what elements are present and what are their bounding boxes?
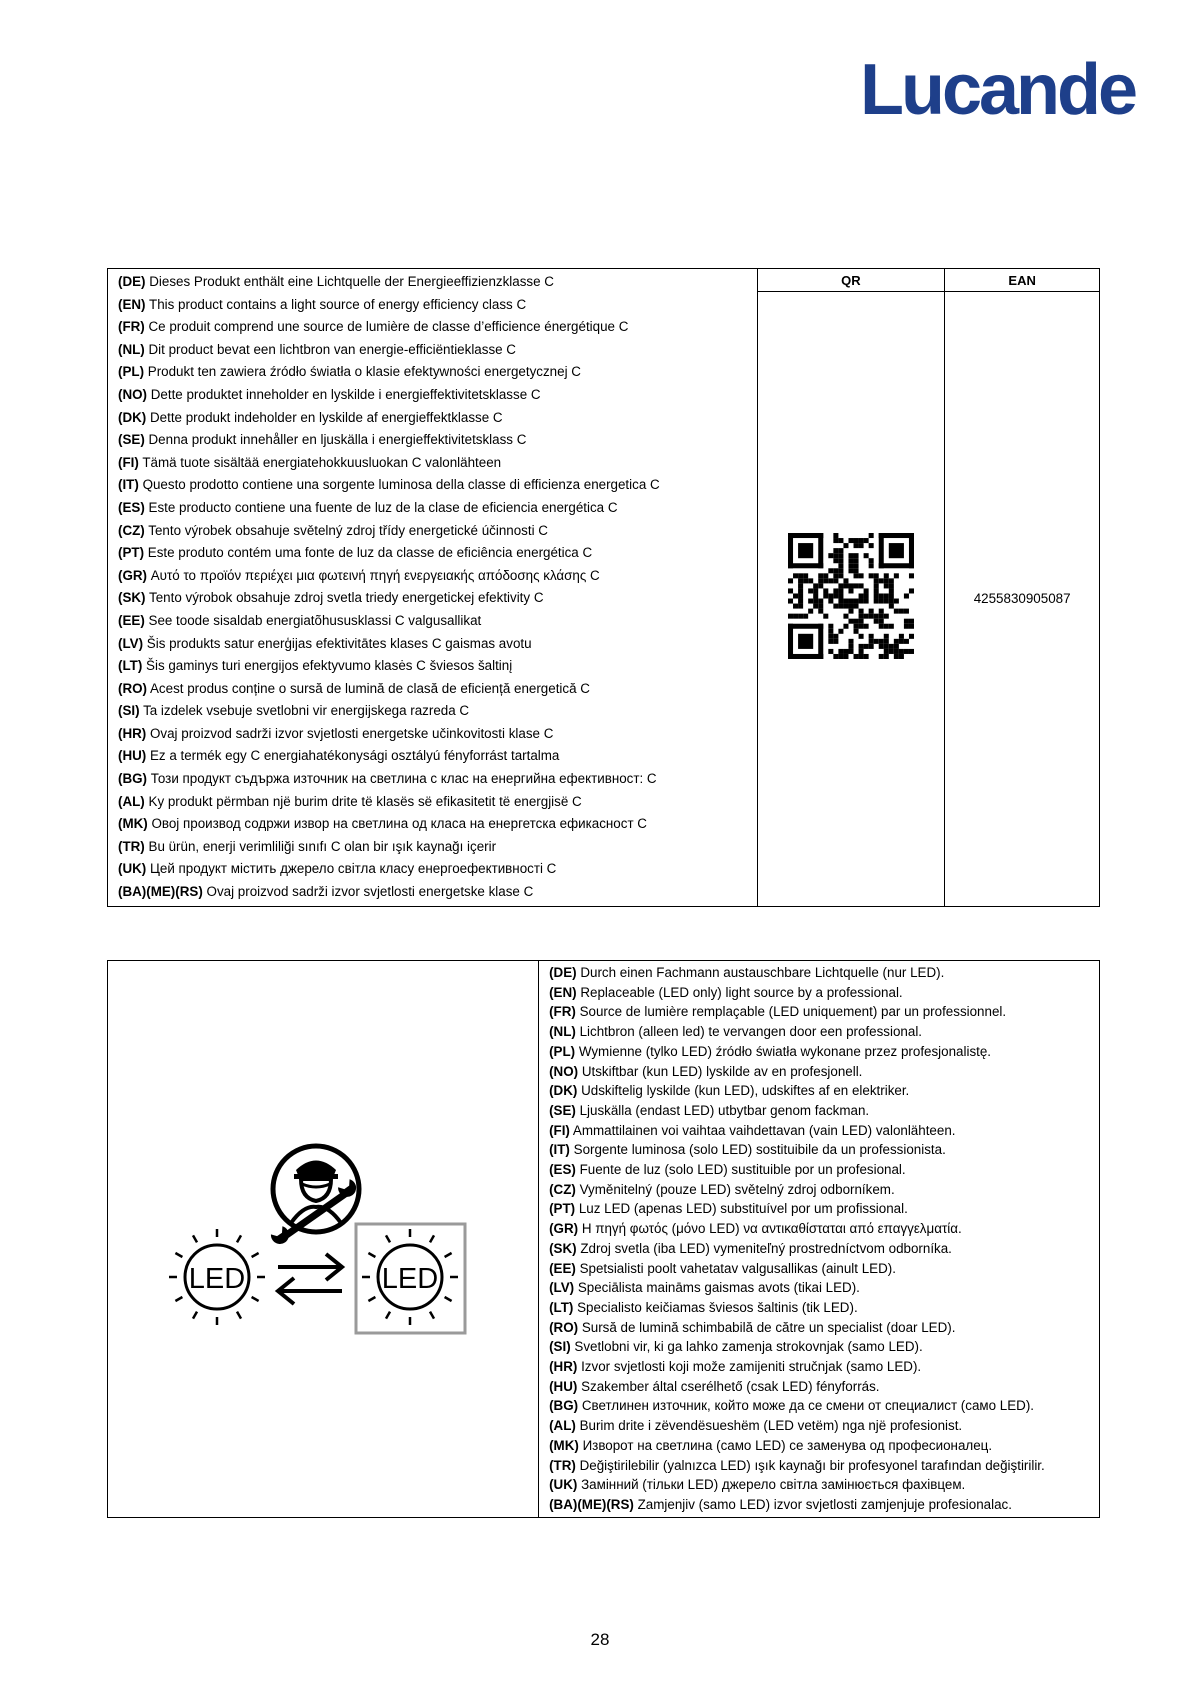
statement-line xyxy=(549,1416,1089,1436)
statement-line xyxy=(118,407,747,430)
statement-line xyxy=(549,1022,1089,1042)
statement-text: Questo prodotto contiene una sorgente luminosa della classe di efficienza energetica C xyxy=(142,477,660,493)
statement-text: Wymienne (tylko LED) źródło światła wykonane przez profesjonalistę. xyxy=(578,1043,992,1059)
language-code: (CZ) xyxy=(549,1181,576,1197)
language-code: (EE) xyxy=(118,612,145,628)
language-code: (LT) xyxy=(118,658,143,674)
statement-line xyxy=(118,610,747,633)
statement-text: Ovaj proizvod sadrži izvor svjetlosti energetske učinkovitosti klase C xyxy=(150,725,554,741)
language-code: (BA)(ME)(RS) xyxy=(118,884,203,900)
statement-text: Dit product bevat een lichtbron van energie-efficiëntieklasse C xyxy=(148,341,516,357)
language-code: (ES) xyxy=(118,499,145,515)
language-code: (LT) xyxy=(549,1299,574,1315)
language-code: (GR) xyxy=(118,567,148,583)
statement-line xyxy=(549,1436,1089,1456)
led-bulb-replacement-icon xyxy=(356,1224,465,1333)
qr-cell xyxy=(757,292,945,907)
statement-line xyxy=(549,1495,1089,1515)
statement-line xyxy=(118,294,747,317)
statement-text: Speciālista maināms gaismas avots (tikai LED). xyxy=(577,1280,860,1296)
statement-line xyxy=(118,520,747,543)
language-code: (SI) xyxy=(118,703,140,719)
language-code: (RO) xyxy=(118,680,148,696)
language-code: (IT) xyxy=(118,477,139,493)
language-code: (NL) xyxy=(549,1024,576,1040)
statement-text: Η πηγή φωτός (μόνο LED) να αντικαθίσταται από επαγγελματία. xyxy=(581,1221,962,1237)
statement-text: Šis produkts satur enerģijas efektivitātes klases C gaismas avotu xyxy=(146,635,532,651)
language-code: (HR) xyxy=(118,725,147,741)
language-code: (NO) xyxy=(118,386,148,402)
statement-text: Овој производ содржи извор на светлина од класа на енергетска ефикасност C xyxy=(151,816,647,832)
statement-line xyxy=(549,1357,1089,1377)
language-code: (MK) xyxy=(118,816,148,832)
statement-text: Ta izdelek vsebuje svetlobni vir energijskega razreda C xyxy=(143,703,470,719)
statement-text: Ljuskälla (endast LED) utbytbar genom fackman. xyxy=(579,1102,870,1118)
statement-text: Szakember által cserélhető (csak LED) fényforrás. xyxy=(581,1378,880,1394)
statement-text: Замінний (тільки LED) джерело світла замінюється фахівцем. xyxy=(581,1477,966,1493)
language-code: (SK) xyxy=(118,590,146,606)
statement-line xyxy=(549,1456,1089,1476)
statement-text: Светлинен източник, който може да се смени от специалист (само LED). xyxy=(581,1398,1035,1414)
statement-line xyxy=(118,429,747,452)
statement-line xyxy=(549,1002,1089,1022)
language-code: (NL) xyxy=(118,341,145,357)
statement-line xyxy=(549,1278,1089,1298)
language-code: (IT) xyxy=(549,1142,570,1158)
page-number: 28 xyxy=(590,1630,610,1649)
language-code: (BG) xyxy=(549,1398,579,1414)
statement-line xyxy=(118,587,747,610)
language-code: (NO) xyxy=(549,1063,579,1079)
statement-text: See toode sisaldab energiatõhususklassi C valgusallikat xyxy=(148,612,482,628)
language-code: (PT) xyxy=(549,1201,576,1217)
statement-text: Burim drite i zëvendësueshëm (LED vetëm) nga një profesionist. xyxy=(579,1418,963,1434)
statement-text: Sursă de lumină schimbabilă de către un specialist (doar LED). xyxy=(581,1319,956,1335)
statement-line xyxy=(118,497,747,520)
statement-text: Dette produkt indeholder en lyskilde af energieffektklasse C xyxy=(150,409,503,425)
statement-line xyxy=(549,1377,1089,1397)
language-code: (LV) xyxy=(118,635,144,651)
language-code: (LV) xyxy=(549,1280,575,1296)
statement-text: Този продукт съдържа източник на светлина с клас на енергийна ефективност: C xyxy=(150,771,657,787)
language-code: (FR) xyxy=(549,1004,576,1020)
energy-class-table xyxy=(107,268,1100,907)
statement-line xyxy=(549,1081,1089,1101)
language-code: (UK) xyxy=(549,1477,578,1493)
brand-logo: Lucande xyxy=(860,50,1136,130)
led-bulb-icon xyxy=(169,1229,265,1325)
statement-text: Dette produktet inneholder en lyskilde i energieffektivitetsklasse C xyxy=(150,386,541,402)
statement-text: Replaceable (LED only) light source by a professional. xyxy=(580,984,903,1000)
energy-class-statements xyxy=(108,269,758,907)
statement-text: Цей продукт містить джерело світла класу енергоефективності C xyxy=(150,861,557,877)
statement-line xyxy=(118,745,747,768)
language-code: (CZ) xyxy=(118,522,145,538)
statement-line xyxy=(549,1337,1089,1357)
statement-line xyxy=(118,316,747,339)
statement-text: Luz LED (apenas LED) substituível por um profissional. xyxy=(578,1201,908,1217)
statement-text: Udskiftelig lyskilde (kun LED), udskiftes af en elektriker. xyxy=(581,1083,910,1099)
language-code: (HR) xyxy=(549,1359,578,1375)
statement-text: Este produto contém uma fonte de luz da classe de eficiência energética C xyxy=(147,545,593,561)
language-code: (MK) xyxy=(549,1437,579,1453)
language-code: (DE) xyxy=(549,965,577,980)
technician-icon xyxy=(269,1146,359,1247)
language-code: (EN) xyxy=(549,984,577,1000)
statement-text: Svetlobni vir, ki ga lahko zamenja strokovnjak (samo LED). xyxy=(574,1339,923,1355)
language-code: (DK) xyxy=(118,409,147,425)
statement-text: Source de lumière remplaçable (LED uniquement) par un professionnel. xyxy=(579,1004,1007,1020)
statement-text: Spetsialisti poolt vahetatav valgusallikas (ainult LED). xyxy=(579,1260,896,1276)
statement-line xyxy=(118,339,747,362)
statement-text: Izvor svjetlosti koji može zamijeniti stručnjak (samo LED). xyxy=(581,1359,922,1375)
statement-line xyxy=(118,813,747,836)
replaceable-statements xyxy=(539,961,1100,1518)
language-code: (AL) xyxy=(549,1418,576,1434)
language-code: (DE) xyxy=(118,274,146,289)
language-code: (RO) xyxy=(549,1319,579,1335)
statement-line xyxy=(549,1219,1089,1239)
statement-text: Αυτό το προϊόν περιέχει μια φωτεινή πηγή ενεργειακής απόδοσης κλάσης C xyxy=(150,567,600,583)
statement-text: Zamjenjiv (samo LED) izvor svjetlosti zamjenjuje profesionalac. xyxy=(637,1496,1012,1512)
statement-line xyxy=(118,452,747,475)
language-code: (ES) xyxy=(549,1162,576,1178)
language-code: (PL) xyxy=(118,364,145,380)
statement-text: Ez a termék egy C energiahatékonysági osztályú fényforrást tartalma xyxy=(150,748,560,764)
statement-line xyxy=(549,1042,1089,1062)
language-code: (TR) xyxy=(549,1457,576,1473)
replaceable-light-source-table xyxy=(107,960,1100,1518)
statement-text: Ovaj proizvod sadrži izvor svjetlosti energetske klase C xyxy=(206,884,534,900)
language-code: (BA)(ME)(RS) xyxy=(549,1496,634,1512)
language-code: (EE) xyxy=(549,1260,576,1276)
language-code: (HU) xyxy=(118,748,147,764)
statement-line xyxy=(549,983,1089,1003)
statement-line xyxy=(549,1318,1089,1338)
statement-line xyxy=(118,768,747,791)
swap-arrows-icon xyxy=(278,1254,342,1304)
statement-text: Bu ürün, enerji verimliliği sınıfı C olan bir ışık kaynağı içerir xyxy=(148,838,497,854)
statement-line xyxy=(549,1259,1089,1279)
statement-line xyxy=(549,1140,1089,1160)
language-code: (UK) xyxy=(118,861,147,877)
statement-line xyxy=(118,723,747,746)
statement-line xyxy=(118,271,747,294)
statement-line xyxy=(549,1121,1089,1141)
ean-header: EAN xyxy=(945,269,1100,292)
statement-text: Durch einen Fachmann austauschbare Lichtquelle (nur LED). xyxy=(580,965,945,980)
language-code: (SI) xyxy=(549,1339,571,1355)
statement-text: Denna produkt innehåller en ljuskälla i energieffektivitetsklass C xyxy=(148,432,527,448)
statement-line xyxy=(118,858,747,881)
statement-text: Ky produkt përmban një burim drite të klasës së efikasitetit të energjisë C xyxy=(148,793,582,809)
language-code: (EN) xyxy=(118,296,146,312)
language-code: (HU) xyxy=(549,1378,578,1394)
language-code: (AL) xyxy=(118,793,145,809)
statement-line xyxy=(118,542,747,565)
statement-text: Vyměnitelný (pouze LED) světelný zdroj odborníkem. xyxy=(579,1181,895,1197)
statement-line xyxy=(118,791,747,814)
statement-text: Acest produs conține o sursă de lumină de clasă de eficiență energetică C xyxy=(150,680,590,696)
statement-line xyxy=(549,963,1089,983)
statement-text: Tento výrobek obsahuje světelný zdroj třídy energetické účinnosti C xyxy=(148,522,548,538)
statement-line xyxy=(118,361,747,384)
statement-text: Ce produit comprend une source de lumière de classe d’efficience énergétique C xyxy=(148,319,629,335)
language-code: (FI) xyxy=(549,1122,570,1138)
statement-line xyxy=(118,565,747,588)
statement-text: Sorgente luminosa (solo LED) sostituibile da un professionista. xyxy=(573,1142,946,1158)
led-label-left: LED xyxy=(188,1263,246,1295)
statement-line xyxy=(118,655,747,678)
statement-text: Lichtbron (alleen led) te vervangen door een professional. xyxy=(579,1024,923,1040)
statement-text: Šis gaminys turi energijos efektyvumo klasės C šviesos šaltinį xyxy=(146,658,513,674)
statement-line xyxy=(118,384,747,407)
statement-line xyxy=(549,1475,1089,1495)
statement-text: This product contains a light source of energy efficiency class C xyxy=(149,296,527,312)
statement-line xyxy=(118,678,747,701)
led-label-right: LED xyxy=(381,1263,439,1295)
statement-text: Değiştirilebilir (yalnızca LED) ışık kaynağı bir profesyonel tarafından değiştirilir. xyxy=(579,1457,1045,1473)
language-code: (SE) xyxy=(118,432,145,448)
statement-text: Este producto contiene una fuente de luz de la clase de eficiencia energética C xyxy=(148,499,618,515)
statement-line xyxy=(549,1180,1089,1200)
language-code: (FI) xyxy=(118,454,139,470)
replace-icon-cell xyxy=(108,961,539,1518)
statement-text: Tento výrobok obsahuje zdroj svetla triedy energetickej efektivity C xyxy=(149,590,544,606)
ean-value: 4255830905087 xyxy=(945,292,1100,907)
statement-line xyxy=(549,1101,1089,1121)
statement-line xyxy=(118,881,747,904)
statement-line xyxy=(549,1062,1089,1082)
statement-line xyxy=(549,1396,1089,1416)
statement-line xyxy=(118,633,747,656)
language-code: (FR) xyxy=(118,319,145,335)
language-code: (TR) xyxy=(118,838,145,854)
language-code: (DK) xyxy=(549,1083,578,1099)
statement-line xyxy=(118,474,747,497)
statement-text: Utskiftbar (kun LED) lyskilde av en profesjonell. xyxy=(581,1063,863,1079)
statement-text: Fuente de luz (solo LED) sustituible por un profesional. xyxy=(579,1162,906,1178)
statement-line xyxy=(118,700,747,723)
statement-line xyxy=(549,1239,1089,1259)
language-code: (SE) xyxy=(549,1102,576,1118)
statement-line xyxy=(118,836,747,859)
language-code: (GR) xyxy=(549,1221,579,1237)
statement-line xyxy=(549,1298,1089,1318)
language-code: (SK) xyxy=(549,1240,577,1256)
replaceable-led-icon xyxy=(108,961,540,1509)
statement-text: Dieses Produkt enthält eine Lichtquelle der Energieeffizienzklasse C xyxy=(149,274,554,289)
language-code: (BG) xyxy=(118,771,148,787)
qr-code-icon xyxy=(788,533,914,659)
statement-text: Produkt ten zawiera źródło światła o klasie efektywności energetycznej C xyxy=(147,364,581,380)
language-code: (PL) xyxy=(549,1043,576,1059)
statement-line xyxy=(549,1160,1089,1180)
qr-header: QR xyxy=(757,269,945,292)
statement-text: Tämä tuote sisältää energiatehokkuusluokan C valonlähteen xyxy=(142,454,502,470)
language-code: (PT) xyxy=(118,545,145,561)
statement-line xyxy=(549,1199,1089,1219)
statement-text: Ammattilainen voi vaihtaa vaihdettavan (vain LED) valonlähteen. xyxy=(572,1122,956,1138)
statement-text: Изворот на светлина (само LED) се заменува од професионалец. xyxy=(582,1437,993,1453)
statement-text: Zdroj svetla (iba LED) vymeniteľný prostredníctvom odborníka. xyxy=(580,1240,952,1256)
statement-text: Specialisto keičiamas šviesos šaltinis (tik LED). xyxy=(577,1299,858,1315)
